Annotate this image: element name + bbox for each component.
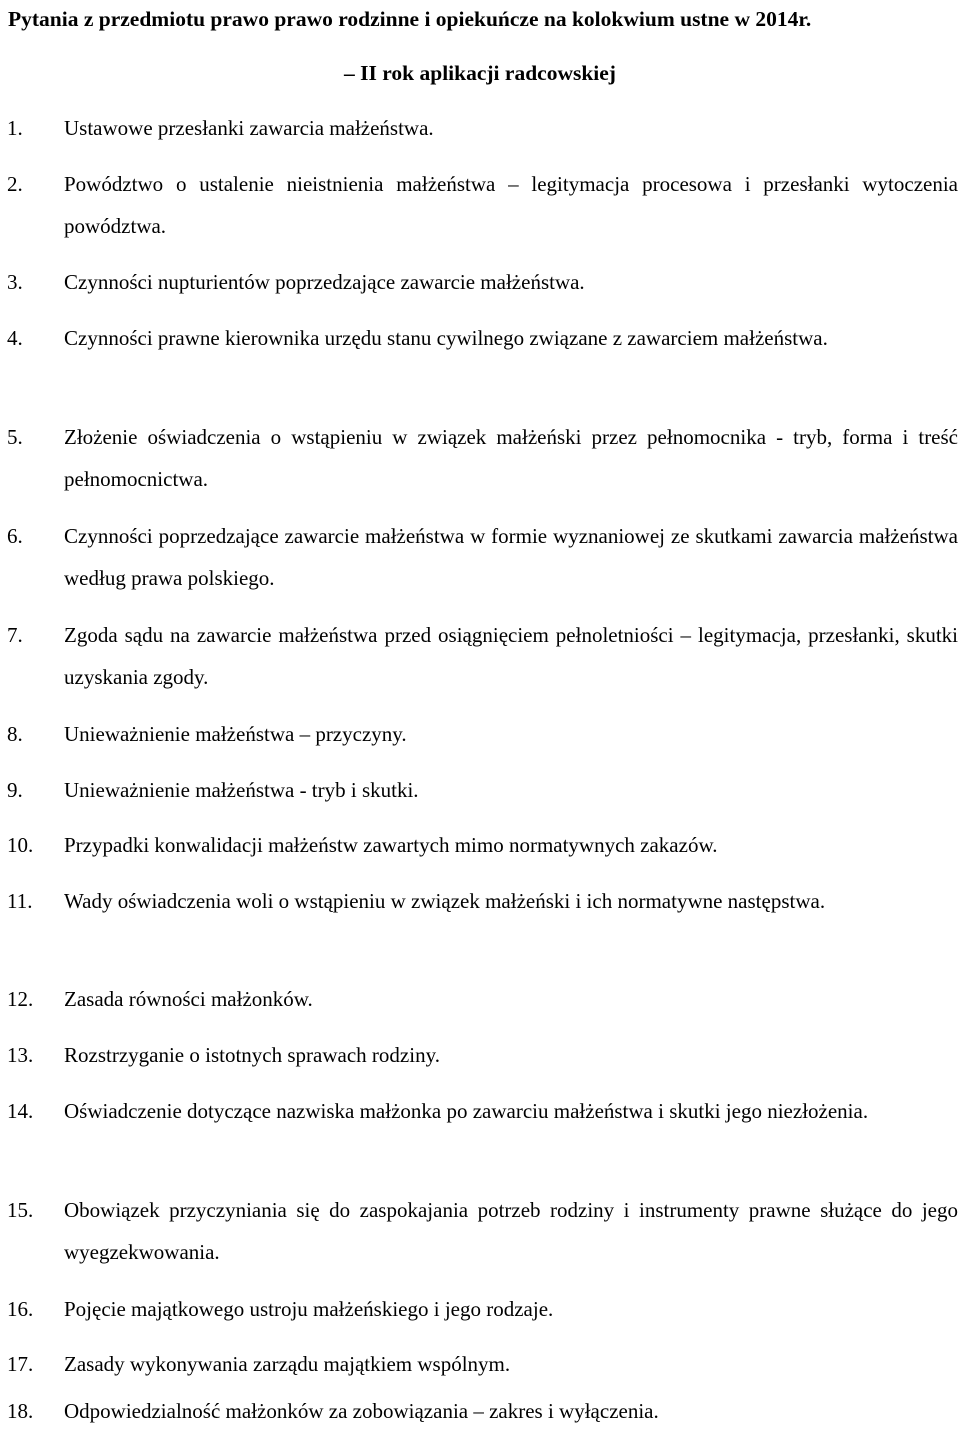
question-item xyxy=(0,1034,960,1076)
question-number: 6. xyxy=(7,524,23,548)
question-item xyxy=(0,1343,960,1385)
question-text: Powództwo o ustalenie nieistnienia małżeństwa – legitymacja procesowa i przesłanki wytoczenia powództwa. xyxy=(64,172,958,238)
question-text: Unieważnienie małżeństwa – przyczyny. xyxy=(64,722,407,746)
question-text: Złożenie oświadczenia o wstąpieniu w związek małżeński przez pełnomocnika - tryb, forma i treść pełnomocnictwa. xyxy=(64,425,958,491)
question-text: Ustawowe przesłanki zawarcia małżeństwa. xyxy=(64,116,434,140)
question-text: Zgoda sądu na zawarcie małżeństwa przed osiągnięciem pełnoletniości – legitymacja, przesłanki, skutki uzyskania zgody. xyxy=(64,623,958,689)
question-text: Zasady wykonywania zarządu majątkiem wspólnym. xyxy=(64,1352,511,1376)
question-item xyxy=(0,978,960,1020)
question-number: 3. xyxy=(7,270,23,294)
question-number: 18. xyxy=(7,1399,34,1423)
question-item xyxy=(0,824,960,866)
question-text: Czynności poprzedzające zawarcie małżeństwa w formie wyznaniowej ze skutkami zawarcia małżeństwa według prawa polskiego. xyxy=(64,524,958,590)
question-number: 14. xyxy=(7,1099,34,1123)
question-number: 12. xyxy=(7,987,34,1011)
question-text: Czynności prawne kierownika urzędu stanu cywilnego związane z zawarciem małżeństwa. xyxy=(64,326,828,350)
question-number: 10. xyxy=(7,833,34,857)
question-number: 15. xyxy=(7,1198,34,1222)
question-item xyxy=(0,1090,960,1132)
question-text: Oświadczenie dotyczące nazwiska małżonka po zawarciu małżeństwa i skutki jego niezłożenia. xyxy=(64,1099,869,1123)
question-number: 9. xyxy=(7,778,23,802)
question-item xyxy=(0,1390,960,1432)
question-number: 16. xyxy=(7,1297,34,1321)
question-item xyxy=(0,880,960,922)
question-number: 7. xyxy=(7,623,23,647)
question-text: Odpowiedzialność małżonków za zobowiązania – zakres i wyłączenia. xyxy=(64,1399,659,1423)
question-text: Wady oświadczenia woli o wstąpieniu w związek małżeński i ich normatywne następstwa. xyxy=(64,889,826,913)
question-text: Zasada równości małżonków. xyxy=(64,987,313,1011)
question-text: Rozstrzyganie o istotnych sprawach rodziny. xyxy=(64,1043,440,1067)
question-text: Unieważnienie małżeństwa - tryb i skutki. xyxy=(64,778,419,802)
question-number: 5. xyxy=(7,425,23,449)
question-number: 11. xyxy=(7,889,33,913)
document-subtitle: – II rok aplikacji radcowskiej xyxy=(344,61,616,85)
question-item xyxy=(0,416,960,500)
question-number: 2. xyxy=(7,172,23,196)
question-number: 4. xyxy=(7,326,23,350)
question-item xyxy=(0,261,960,303)
question-number: 1. xyxy=(7,116,23,140)
question-item xyxy=(0,1288,960,1330)
question-item xyxy=(0,107,960,149)
question-item xyxy=(0,713,960,755)
question-item xyxy=(0,317,960,359)
question-number: 17. xyxy=(7,1352,34,1376)
question-item xyxy=(0,614,960,698)
document-title: Pytania z przedmiotu prawo prawo rodzinne i opiekuńcze na kolokwium ustne w 2014r. xyxy=(8,7,812,31)
question-item xyxy=(0,515,960,599)
question-item xyxy=(0,1189,960,1273)
question-item xyxy=(0,769,960,811)
question-item xyxy=(0,163,960,247)
question-text: Obowiązek przyczyniania się do zaspokajania potrzeb rodziny i instrumenty prawne służące do jego wyegzekwowania. xyxy=(64,1198,958,1264)
question-number: 13. xyxy=(7,1043,34,1067)
question-text: Pojęcie majątkowego ustroju małżeńskiego i jego rodzaje. xyxy=(64,1297,554,1321)
question-number: 8. xyxy=(7,722,23,746)
question-text: Czynności nupturientów poprzedzające zawarcie małżeństwa. xyxy=(64,270,585,294)
question-text: Przypadki konwalidacji małżeństw zawartych mimo normatywnych zakazów. xyxy=(64,833,718,857)
